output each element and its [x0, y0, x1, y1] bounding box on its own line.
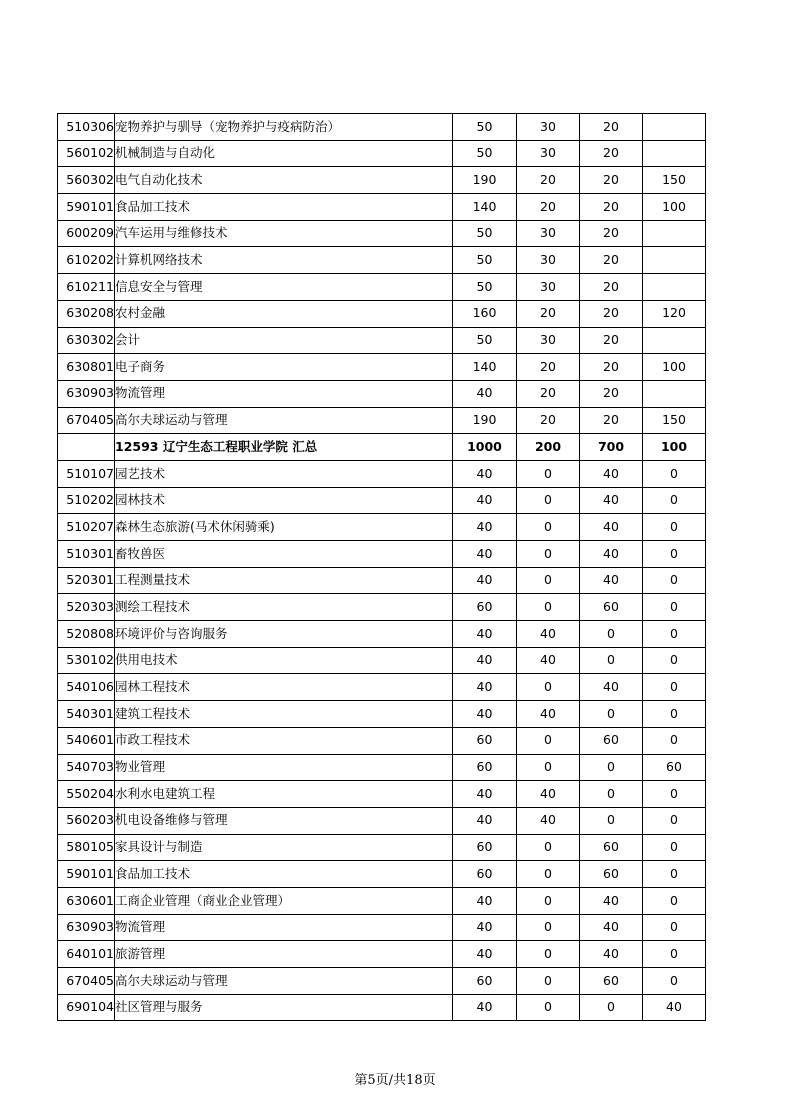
major-code-cell: 690104 — [58, 994, 115, 1021]
table-row — [58, 834, 706, 861]
total-cell: 140 — [453, 194, 517, 221]
total-cell: 60 — [453, 727, 517, 754]
total-cell: 60 — [453, 754, 517, 781]
table-row — [58, 861, 706, 888]
column-4-cell: 0 — [643, 807, 706, 834]
column-4-cell: 0 — [643, 621, 706, 648]
column-4-cell: 100 — [643, 194, 706, 221]
column-4-cell — [643, 220, 706, 247]
column-3-cell: 40 — [580, 514, 643, 541]
major-code-cell: 540601 — [58, 727, 115, 754]
column-2-cell: 0 — [517, 541, 580, 568]
column-2-cell: 0 — [517, 674, 580, 701]
major-code-cell: 630208 — [58, 300, 115, 327]
column-4-cell: 100 — [643, 434, 706, 461]
major-name-cell: 供用电技术 — [115, 647, 453, 674]
total-cell: 50 — [453, 220, 517, 247]
major-name-cell: 工程测量技术 — [115, 567, 453, 594]
total-cell: 50 — [453, 114, 517, 141]
column-2-cell: 30 — [517, 140, 580, 167]
column-4-cell: 0 — [643, 834, 706, 861]
total-cell: 50 — [453, 247, 517, 274]
total-cell: 40 — [453, 781, 517, 808]
column-3-cell: 60 — [580, 861, 643, 888]
major-code-cell: 510306 — [58, 114, 115, 141]
major-code-cell: 520303 — [58, 594, 115, 621]
column-3-cell: 20 — [580, 114, 643, 141]
total-cell: 60 — [453, 594, 517, 621]
major-code-cell: 550204 — [58, 781, 115, 808]
major-code-cell: 630903 — [58, 380, 115, 407]
major-name-cell: 农村金融 — [115, 300, 453, 327]
major-code-cell: 600209 — [58, 220, 115, 247]
major-code-cell: 630601 — [58, 887, 115, 914]
column-4-cell: 0 — [643, 514, 706, 541]
column-4-cell: 0 — [643, 460, 706, 487]
major-name-cell: 畜牧兽医 — [115, 541, 453, 568]
column-3-cell: 40 — [580, 487, 643, 514]
column-2-cell: 20 — [517, 407, 580, 434]
total-cell: 60 — [453, 968, 517, 995]
column-3-cell: 40 — [580, 941, 643, 968]
table-row — [58, 541, 706, 568]
major-name-cell: 物流管理 — [115, 380, 453, 407]
major-code-cell: 510107 — [58, 460, 115, 487]
column-3-cell: 40 — [580, 460, 643, 487]
major-name-cell: 建筑工程技术 — [115, 701, 453, 728]
column-4-cell: 0 — [643, 914, 706, 941]
column-3-cell: 0 — [580, 781, 643, 808]
major-name-cell: 工商企业管理（商业企业管理） — [115, 887, 453, 914]
major-code-cell — [58, 434, 115, 461]
column-2-cell: 0 — [517, 834, 580, 861]
column-2-cell: 0 — [517, 594, 580, 621]
major-code-cell: 590101 — [58, 861, 115, 888]
column-3-cell: 0 — [580, 754, 643, 781]
column-3-cell: 60 — [580, 727, 643, 754]
column-3-cell: 40 — [580, 914, 643, 941]
total-cell: 40 — [453, 941, 517, 968]
table-row — [58, 114, 706, 141]
table-row — [58, 674, 706, 701]
column-2-cell: 40 — [517, 701, 580, 728]
major-name-cell: 计算机网络技术 — [115, 247, 453, 274]
major-code-cell: 510207 — [58, 514, 115, 541]
column-2-cell: 0 — [517, 460, 580, 487]
column-3-cell: 60 — [580, 594, 643, 621]
column-3-cell: 20 — [580, 194, 643, 221]
column-3-cell: 0 — [580, 621, 643, 648]
table-row — [58, 514, 706, 541]
column-4-cell: 0 — [643, 594, 706, 621]
table-row — [58, 167, 706, 194]
major-name-cell: 12593 辽宁生态工程职业学院 汇总 — [115, 434, 453, 461]
column-3-cell: 60 — [580, 968, 643, 995]
column-3-cell: 20 — [580, 407, 643, 434]
total-cell: 40 — [453, 994, 517, 1021]
column-2-cell: 40 — [517, 781, 580, 808]
column-4-cell — [643, 274, 706, 301]
enrollment-table — [57, 113, 706, 1021]
major-code-cell: 540703 — [58, 754, 115, 781]
table-row — [58, 807, 706, 834]
major-code-cell: 520301 — [58, 567, 115, 594]
major-name-cell: 信息安全与管理 — [115, 274, 453, 301]
major-code-cell: 530102 — [58, 647, 115, 674]
column-4-cell: 0 — [643, 887, 706, 914]
column-4-cell: 0 — [643, 861, 706, 888]
column-2-cell: 0 — [517, 727, 580, 754]
major-code-cell: 630801 — [58, 354, 115, 381]
total-cell: 60 — [453, 861, 517, 888]
major-code-cell: 560203 — [58, 807, 115, 834]
table-row — [58, 460, 706, 487]
table-row — [58, 621, 706, 648]
column-3-cell: 20 — [580, 380, 643, 407]
column-2-cell: 20 — [517, 167, 580, 194]
column-4-cell: 0 — [643, 541, 706, 568]
major-name-cell: 旅游管理 — [115, 941, 453, 968]
column-3-cell: 60 — [580, 834, 643, 861]
column-4-cell: 0 — [643, 781, 706, 808]
table-row — [58, 247, 706, 274]
table-row — [58, 487, 706, 514]
column-3-cell: 20 — [580, 167, 643, 194]
major-name-cell: 家具设计与制造 — [115, 834, 453, 861]
column-3-cell: 40 — [580, 887, 643, 914]
major-name-cell: 高尔夫球运动与管理 — [115, 407, 453, 434]
major-name-cell: 园艺技术 — [115, 460, 453, 487]
table-row — [58, 327, 706, 354]
column-2-cell: 40 — [517, 647, 580, 674]
table-row — [58, 594, 706, 621]
major-code-cell: 670405 — [58, 968, 115, 995]
column-2-cell: 30 — [517, 327, 580, 354]
column-2-cell: 0 — [517, 567, 580, 594]
table-row — [58, 407, 706, 434]
table-row — [58, 567, 706, 594]
column-2-cell: 20 — [517, 194, 580, 221]
column-3-cell: 0 — [580, 701, 643, 728]
major-name-cell: 社区管理与服务 — [115, 994, 453, 1021]
column-2-cell: 20 — [517, 300, 580, 327]
column-2-cell: 0 — [517, 861, 580, 888]
column-4-cell: 60 — [643, 754, 706, 781]
major-name-cell: 食品加工技术 — [115, 194, 453, 221]
major-name-cell: 食品加工技术 — [115, 861, 453, 888]
column-3-cell: 20 — [580, 327, 643, 354]
column-2-cell: 0 — [517, 968, 580, 995]
table-row — [58, 754, 706, 781]
total-cell: 50 — [453, 274, 517, 301]
column-4-cell: 40 — [643, 994, 706, 1021]
major-name-cell: 市政工程技术 — [115, 727, 453, 754]
major-name-cell: 电子商务 — [115, 354, 453, 381]
table-body — [58, 114, 706, 1021]
total-cell: 40 — [453, 541, 517, 568]
total-cell: 50 — [453, 140, 517, 167]
major-name-cell: 测绘工程技术 — [115, 594, 453, 621]
total-cell: 190 — [453, 407, 517, 434]
major-name-cell: 机电设备维修与管理 — [115, 807, 453, 834]
column-3-cell: 0 — [580, 994, 643, 1021]
column-4-cell: 100 — [643, 354, 706, 381]
major-code-cell: 560302 — [58, 167, 115, 194]
column-2-cell: 200 — [517, 434, 580, 461]
major-code-cell: 540106 — [58, 674, 115, 701]
table-row — [58, 647, 706, 674]
column-3-cell: 0 — [580, 807, 643, 834]
total-cell: 40 — [453, 487, 517, 514]
major-name-cell: 水利水电建筑工程 — [115, 781, 453, 808]
column-2-cell: 30 — [517, 247, 580, 274]
table-row — [58, 354, 706, 381]
column-4-cell: 0 — [643, 968, 706, 995]
major-name-cell: 环境评价与咨询服务 — [115, 621, 453, 648]
major-name-cell: 汽车运用与维修技术 — [115, 220, 453, 247]
total-cell: 40 — [453, 380, 517, 407]
total-cell: 50 — [453, 327, 517, 354]
column-3-cell: 40 — [580, 541, 643, 568]
total-cell: 40 — [453, 674, 517, 701]
major-name-cell: 物业管理 — [115, 754, 453, 781]
column-4-cell — [643, 114, 706, 141]
column-2-cell: 0 — [517, 941, 580, 968]
table-row — [58, 914, 706, 941]
table-row — [58, 887, 706, 914]
column-3-cell: 0 — [580, 647, 643, 674]
major-code-cell: 590101 — [58, 194, 115, 221]
column-4-cell: 150 — [643, 167, 706, 194]
column-2-cell: 40 — [517, 621, 580, 648]
table-row — [58, 968, 706, 995]
total-cell: 1000 — [453, 434, 517, 461]
column-3-cell: 20 — [580, 220, 643, 247]
column-4-cell: 0 — [643, 941, 706, 968]
major-code-cell: 630302 — [58, 327, 115, 354]
column-2-cell: 0 — [517, 514, 580, 541]
total-cell: 40 — [453, 647, 517, 674]
column-4-cell — [643, 140, 706, 167]
column-3-cell: 700 — [580, 434, 643, 461]
total-cell: 190 — [453, 167, 517, 194]
total-cell: 40 — [453, 567, 517, 594]
column-3-cell: 40 — [580, 674, 643, 701]
column-2-cell: 0 — [517, 754, 580, 781]
table-row — [58, 941, 706, 968]
column-2-cell: 30 — [517, 220, 580, 247]
column-4-cell — [643, 327, 706, 354]
table-row — [58, 194, 706, 221]
column-4-cell: 0 — [643, 567, 706, 594]
column-4-cell: 0 — [643, 674, 706, 701]
column-4-cell: 0 — [643, 647, 706, 674]
column-4-cell — [643, 247, 706, 274]
total-cell: 40 — [453, 807, 517, 834]
column-3-cell: 40 — [580, 567, 643, 594]
column-3-cell: 20 — [580, 140, 643, 167]
major-code-cell: 630903 — [58, 914, 115, 941]
major-name-cell: 高尔夫球运动与管理 — [115, 968, 453, 995]
column-2-cell: 40 — [517, 807, 580, 834]
column-2-cell: 20 — [517, 354, 580, 381]
total-cell: 140 — [453, 354, 517, 381]
major-name-cell: 园林工程技术 — [115, 674, 453, 701]
column-3-cell: 20 — [580, 300, 643, 327]
table-row — [58, 220, 706, 247]
major-name-cell: 园林技术 — [115, 487, 453, 514]
column-4-cell: 0 — [643, 701, 706, 728]
column-2-cell: 0 — [517, 914, 580, 941]
major-code-cell: 520808 — [58, 621, 115, 648]
column-2-cell: 20 — [517, 380, 580, 407]
total-cell: 160 — [453, 300, 517, 327]
major-code-cell: 640101 — [58, 941, 115, 968]
table-row — [58, 781, 706, 808]
column-4-cell: 0 — [643, 727, 706, 754]
major-name-cell: 机械制造与自动化 — [115, 140, 453, 167]
total-cell: 40 — [453, 701, 517, 728]
major-name-cell: 物流管理 — [115, 914, 453, 941]
major-name-cell: 会计 — [115, 327, 453, 354]
major-name-cell: 森林生态旅游(马术休闲骑乘) — [115, 514, 453, 541]
total-cell: 40 — [453, 887, 517, 914]
table-row — [58, 300, 706, 327]
table-row — [58, 727, 706, 754]
column-2-cell: 0 — [517, 487, 580, 514]
column-4-cell — [643, 380, 706, 407]
column-2-cell: 30 — [517, 274, 580, 301]
column-3-cell: 20 — [580, 247, 643, 274]
column-4-cell: 150 — [643, 407, 706, 434]
page-footer: 第5页/共18页 — [354, 1073, 436, 1088]
column-3-cell: 20 — [580, 274, 643, 301]
total-cell: 40 — [453, 514, 517, 541]
major-code-cell: 560102 — [58, 140, 115, 167]
major-code-cell: 610202 — [58, 247, 115, 274]
table-row — [58, 380, 706, 407]
major-code-cell: 540301 — [58, 701, 115, 728]
table-row — [58, 140, 706, 167]
column-2-cell: 0 — [517, 887, 580, 914]
major-code-cell: 510301 — [58, 541, 115, 568]
summary-row — [58, 434, 706, 461]
major-name-cell: 电气自动化技术 — [115, 167, 453, 194]
column-4-cell: 120 — [643, 300, 706, 327]
major-code-cell: 610211 — [58, 274, 115, 301]
total-cell: 40 — [453, 914, 517, 941]
total-cell: 40 — [453, 621, 517, 648]
column-4-cell: 0 — [643, 487, 706, 514]
table-row — [58, 274, 706, 301]
total-cell: 40 — [453, 460, 517, 487]
total-cell: 60 — [453, 834, 517, 861]
table-row — [58, 994, 706, 1021]
table-row — [58, 701, 706, 728]
major-code-cell: 670405 — [58, 407, 115, 434]
major-code-cell: 510202 — [58, 487, 115, 514]
column-2-cell: 0 — [517, 994, 580, 1021]
column-2-cell: 30 — [517, 114, 580, 141]
column-3-cell: 20 — [580, 354, 643, 381]
major-name-cell: 宠物养护与驯导（宠物养护与疫病防治） — [115, 114, 453, 141]
major-code-cell: 580105 — [58, 834, 115, 861]
